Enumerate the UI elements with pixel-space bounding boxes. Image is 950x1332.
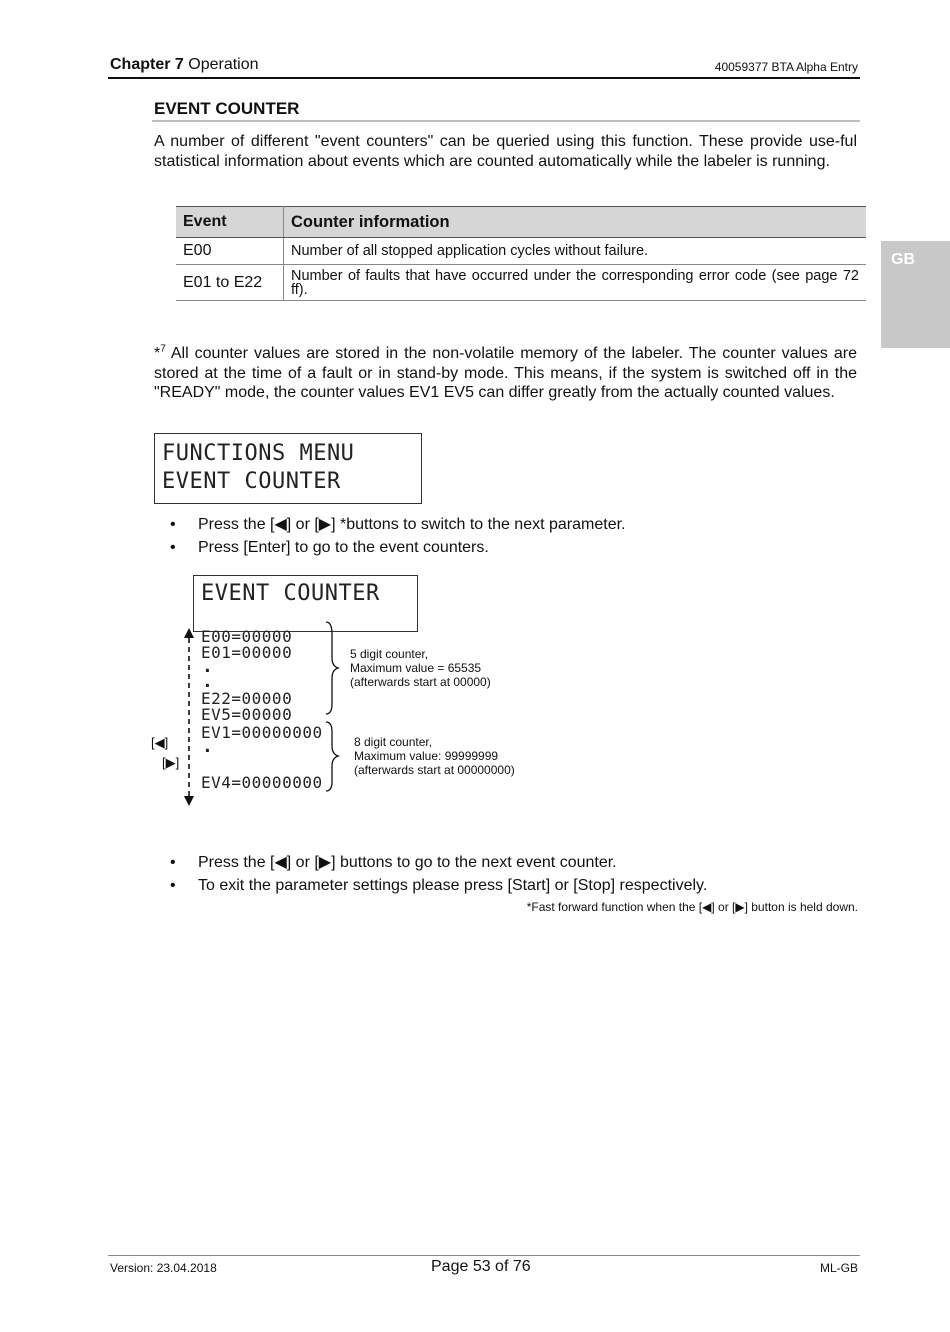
column-header-event: Event — [176, 207, 284, 238]
chapter-title: Operation — [188, 56, 259, 73]
list-item: • To exit the parameter settings please press [Start] or [Stop] respectively. — [170, 877, 708, 894]
table-header-row — [176, 207, 866, 238]
counter-line: E01=00000 — [201, 643, 293, 662]
page-number: Page 53 of 76 — [431, 1258, 531, 1275]
table-row — [176, 238, 866, 265]
list-item: • Press the [◀] or [▶] *buttons to switch to the next parameter. — [170, 516, 626, 533]
counter-line: E00=00000 — [201, 627, 293, 646]
list-item-text: Press the [◀] or [▶] *buttons to switch to the next parameter. — [198, 516, 626, 533]
counter-diagram-graphics — [140, 620, 380, 810]
intro-paragraph: A number of different "event counters" can be queried using this function. These provide use-ful statistical information about events which are counted automatically while the labeler is running. — [154, 133, 857, 170]
event-cell: E01 to E22 — [176, 265, 284, 301]
counter-line: E22=00000 — [201, 689, 293, 708]
info-cell: Number of all stopped application cycles without failure. — [284, 238, 867, 265]
list-item-text: Press the [◀] or [▶] buttons to go to the next event counter. — [198, 854, 617, 871]
note-superscript: 7 — [160, 343, 166, 355]
footer-rule — [108, 1255, 860, 1256]
annotation-line: 8 digit counter, — [354, 735, 433, 749]
event-cell: E00 — [176, 238, 284, 265]
right-key-label: [▶] — [162, 755, 180, 770]
language-tab — [881, 241, 950, 348]
note-paragraph — [154, 344, 857, 403]
list-item-text: To exit the parameter settings please press [Start] or [Stop] respectively. — [198, 877, 708, 894]
counter-ellipsis: . — [202, 671, 214, 692]
counter-line: EV5=00000 — [201, 705, 293, 724]
note-text: All counter values are stored in the non-volatile memory of the labeler. The counter values are stored at the time of a fault or in stand-by mode. This means, if the system is switched off in the "READY" mode, the counter values EV1 EV5 can differ greatly from the actually counted values. — [154, 345, 857, 401]
counter-line: EV1=00000000 — [201, 723, 323, 742]
brace-annotation-5-digit — [350, 647, 491, 689]
language-code: ML-GB — [819, 1261, 858, 1275]
chapter-label: Chapter 7 — [110, 56, 184, 73]
counter-line: EV4=00000000 — [201, 773, 323, 792]
annotation-line: (afterwards start at 00000000) — [354, 763, 515, 777]
table-row — [176, 265, 866, 301]
column-header-info: Counter information — [284, 207, 867, 238]
section-title: EVENT COUNTER — [154, 99, 300, 118]
info-cell: Number of faults that have occurred under the corresponding error code (see page 72 ff). — [284, 265, 867, 301]
left-key-label: [◀] — [151, 735, 169, 750]
document-reference: 40059377 BTA Alpha Entry — [714, 60, 858, 74]
annotation-line: (afterwards start at 00000) — [350, 675, 491, 689]
lcd-title: EVENT COUNTER — [201, 581, 380, 606]
lcd-line: FUNCTIONS MENU — [162, 441, 355, 466]
footnote: *Fast forward function when the [◀] or [▶] button is held down. — [526, 900, 858, 914]
header-rule — [108, 77, 860, 79]
annotation-line: Maximum value: 99999999 — [354, 749, 499, 763]
chapter-heading — [110, 56, 259, 74]
lcd-line: EVENT COUNTER — [162, 469, 341, 494]
brace-icon — [326, 722, 338, 791]
annotation-line: 5 digit counter, — [350, 647, 429, 661]
section-rule — [152, 120, 860, 122]
brace-icon — [326, 622, 338, 714]
note-marker: * — [154, 345, 161, 362]
navigation-arrow-icon — [184, 628, 194, 806]
list-item-text: Press [Enter] to go to the event counters. — [198, 539, 489, 556]
counter-ellipsis: . — [202, 656, 214, 677]
annotation-line: Maximum value = 65535 — [350, 661, 482, 675]
brace-annotation-8-digit — [354, 735, 515, 777]
version-label: Version: 23.04.2018 — [110, 1261, 217, 1275]
list-item: • Press [Enter] to go to the event counters. — [170, 539, 489, 556]
event-table — [176, 206, 866, 301]
counter-ellipsis: . — [202, 736, 214, 757]
list-item: • Press the [◀] or [▶] buttons to go to the next event counter. — [170, 854, 617, 871]
language-tab-label: GB — [891, 251, 915, 268]
